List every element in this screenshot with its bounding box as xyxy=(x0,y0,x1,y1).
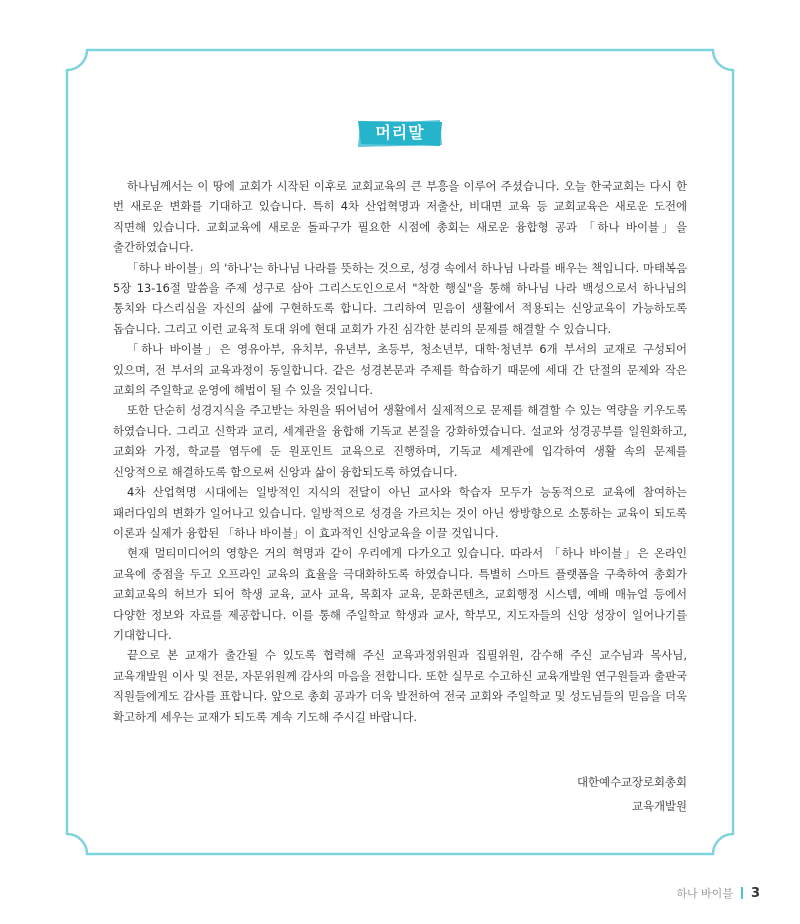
title-badge xyxy=(356,118,444,148)
signature-organization: 대한예수교장로회총회 xyxy=(576,775,687,789)
paragraph-7: 끝으로 본 교재가 출간될 수 있도록 협력해 주신 교육과정위원과 집필위원, 감수해 주신 교수님과 목사님, 교육개발원 이사 및 전문, 자문위원께 감사의 마음을 전합니다. 또한 실무로 수고하신 교육개발원 연구원들과 출판국 직원들에게도 감사를 표합니다. 앞으로 총회 공과가 더욱 발전하여 전국 교회와 주일학교 및 성도님들의 믿음을 더욱 확고하게 세우는 교재가 되도록 계속 기도해 주시길 바랍니다. xyxy=(113,648,687,724)
footer-book-title: 하나 바이블 xyxy=(676,887,733,900)
paragraph-6: 현재 멀티미디어의 영향은 거의 혁명과 같이 우리에게 다가오고 있습니다. 따라서 「하나 바이블」은 온라인 교육에 중점을 두고 오프라인 교육의 효율을 극대화하도록 하였습니다. 특별히 스마트 플랫폼을 구축하여 총회가 교회교육의 허브가 되어 학생 교육, 교사 교육, 목회자 교육, 문화콘텐츠, 교회행정 시스템, 예배 매뉴얼 등에서 다양한 정보와 자료를 제공합니다. 이를 통해 주일학교 학생과 교사, 학부모, 지도자들의 신앙 성장이 일어나기를 기대합니다. xyxy=(113,546,687,642)
page-footer xyxy=(676,882,760,904)
paragraph-1: 하나님께서는 이 땅에 교회가 시작된 이후로 교회교육의 큰 부흥을 이루어 주셨습니다. 오늘 한국교회는 다시 한 번 새로운 변화를 기대하고 있습니다. 특히 4차 산업혁명과 저출산, 비대면 교육 등 교회교육은 새로운 도전에 직면해 있습니다. 교회교육에 새로운 돌파구가 필요한 시점에 총회는 새로운 융합형 공과 「하나 바이블」을 출간하였습니다. xyxy=(113,179,687,255)
signature-department: 교육개발원 xyxy=(631,799,687,813)
preface-body xyxy=(113,176,687,727)
page-title: 머리말 xyxy=(375,123,425,142)
paragraph-5: 4차 산업혁명 시대에는 일방적인 지식의 전달이 아닌 교사와 학습자 모두가 능동적으로 교육에 참여하는 패러다임의 변화가 일어나고 있습니다. 일방적으로 성경을 가르치는 것이 아닌 쌍방향으로 소통하는 교육이 되도록 이론과 실제가 융합된 「하나 바이블」이 효과적인 신앙교육을 이끌 것입니다. xyxy=(113,485,687,540)
paragraph-4: 또한 단순히 성경지식을 주고받는 차원을 뛰어넘어 생활에서 실제적으로 문제를 해결할 수 있는 역량을 키우도록 하였습니다. 그리고 신학과 교리, 세계관을 융합해 기독교 본질을 강화하였습니다. 설교와 성경공부를 일원화하고, 교회와 가정, 학교를 염두에 둔 원포인트 교육으로 진행하며, 기독교 세계관에 입각하여 생활 속의 문제를 신앙적으로 해결하도록 함으로써 신앙과 삶이 융합되도록 하였습니다. xyxy=(113,403,687,479)
paragraph-2: 「하나 바이블」의 '하나'는 하나님 나라를 뜻하는 것으로, 성경 속에서 하나님 나라를 배우는 책입니다. 마태복음 5장 13-16절 말씀을 주제 성구로 삼아 그리스도인으로서 "착한 행실"을 통해 하나님 나라 백성으로서 하나님의 통치와 다스리심을 자신의 삶에 구현하도록 합니다. 그리하여 믿음이 생활에서 적용되는 신앙교육이 가능하도록 돕습니다. 그리고 이런 교육적 토대 위에 현대 교회가 가진 심각한 분리의 문제를 해결할 수 있습니다. xyxy=(113,260,687,336)
paragraph-3: 「하나 바이블」은 영유아부, 유치부, 유년부, 초등부, 청소년부, 대학·청년부 6개 부서의 교재로 구성되어 있으며, 전 부서의 교육과정이 동일합니다. 같은 성경본문과 주제를 학습하기 때문에 세대 간 단절의 문제와 작은 교회의 주일학교 운영에 해법이 될 수 있을 것입니다. xyxy=(113,342,687,398)
footer-separator xyxy=(741,887,743,899)
page-number: 3 xyxy=(750,885,760,901)
signature-block xyxy=(577,770,687,818)
